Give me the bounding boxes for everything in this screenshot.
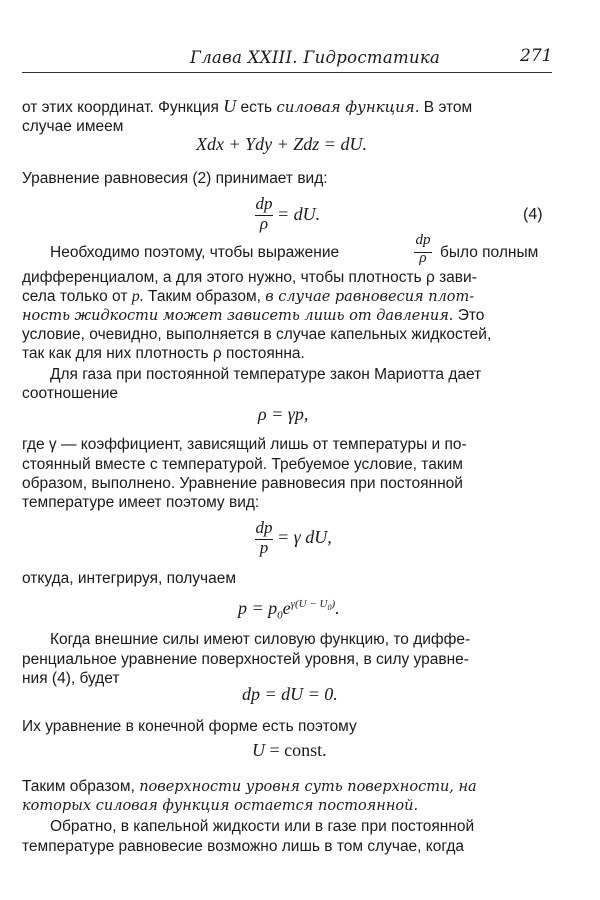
paragraph-line: Необходимо поэтому, чтобы выражение <box>50 244 340 261</box>
equation-2: = dU. <box>277 204 321 224</box>
paragraph-line: ность жидкости может зависеть лишь от давления. Это <box>22 307 485 324</box>
header-rule <box>22 72 552 73</box>
paragraph-line: температуре имеет поэтому вид: <box>22 494 260 511</box>
paragraph-line: откуда, интегрируя, получаем <box>22 570 237 587</box>
paragraph-line: Их уравнение в конечной форме есть поэтому <box>22 718 357 735</box>
chapter-title: Глава XXIII. Гидростатика <box>190 48 441 67</box>
paragraph-line: было полным <box>440 244 539 261</box>
paragraph-line: так как для них плотность ρ постоянна. <box>22 345 305 362</box>
paragraph-line: которых силовая функция остается постоянной. <box>22 798 419 814</box>
paragraph-line: соотношение <box>22 385 118 402</box>
equation-4: = γ dU, <box>277 527 332 547</box>
equation-6: dp = dU = 0. <box>242 684 338 704</box>
paragraph-line: ренциальное уравнение поверхностей уровня, в силу уравне- <box>22 651 469 668</box>
paragraph-line: условие, очевидно, выполняется в случае капельных жидкостей, <box>22 326 492 343</box>
paragraph-line: случае имеем <box>22 118 124 135</box>
paragraph-line: села только от p. Таким образом, в случае равновесия плот- <box>22 288 475 305</box>
paragraph-line: Уравнение равновесия (2) принимает вид: <box>22 170 328 187</box>
paragraph-line: образом, выполнено. Уравнение равновесия при постоянной <box>22 475 463 492</box>
equation-7: U = const. <box>252 740 327 760</box>
paragraph-line: дифференциалом, а для этого нужно, чтобы плотность ρ зави- <box>22 269 477 286</box>
book-page: Глава XXIII. Гидростатика 271 от этих координат. Функция U есть силовая функция. В этом случае имеем Xdx + Ydy + Zdz = dU. Уравнение равновесия (2) принимает вид: dp ρ = dU. (4) Необходимо поэтому, чтобы выражение dp ρ было полным дифференциалом, а для этого нужно, чтобы плотность ρ зави- села только от p. Таким образом, в случае равновесия плот- ность жидкости может зависеть лишь от давления. Это условие, очевидно, выполняется в случае капельных жидкостей, так как для них плотность ρ постоянна. Для газа при постоянной температуре закон Мариотта дает соотношение ρ = γp, где γ — коэффициент, зависящий лишь от температуры и по- стоянный вместе с температурой. Требуемое условие, таким образом, выполнено. Уравнение равновесия при постоянной температуре имеет поэтому вид: dp p = γ dU, откуда, интегрируя, получаем $p = p_0e^{\gamma(U - U_0)}$. Когда внешние силы имеют силовую функцию, то диффе- ренциальное уравнение поверхностей уровня, в силу уравне- ния (4), будет dp = dU = 0. Их уравнение в конечной форме есть поэтому U = const. Таким образом, поверхности уровня суть поверхности, на которых силовая функция остается постоянной. Обратно, в капельной жидкости или в газе при постоянной температуре равновесие возможно лишь в том случае, когда <box>22 46 553 855</box>
equation-label: (4) <box>523 206 543 223</box>
paragraph-line: ния (4), будет <box>22 670 120 687</box>
equation-5: $p = p_0e^{\gamma(U - U_0)}$. <box>238 598 340 622</box>
paragraph-line: температуре равновесие возможно лишь в том случае, когда <box>22 838 464 855</box>
equation-3: ρ = γp, <box>258 404 309 424</box>
page-number: 271 <box>520 46 553 66</box>
paragraph-line: где γ — коэффициент, зависящий лишь от температуры и по- <box>22 436 467 453</box>
equation-1: Xdx + Ydy + Zdz = dU. <box>196 134 367 154</box>
paragraph-line: стоянный вместе с температурой. Требуемое условие, таким <box>22 456 463 473</box>
paragraph-line: от этих координат. Функция U есть силовая функция. В этом <box>22 96 473 116</box>
paragraph-line: Когда внешние силы имеют силовую функцию, то диффе- <box>50 631 471 648</box>
paragraph-line: Обратно, в капельной жидкости или в газе при постоянной <box>50 818 475 835</box>
paragraph-line: Для газа при постоянной температуре закон Мариотта дает <box>50 366 482 383</box>
paragraph-line: Таким образом, поверхности уровня суть поверхности, на <box>22 778 477 795</box>
